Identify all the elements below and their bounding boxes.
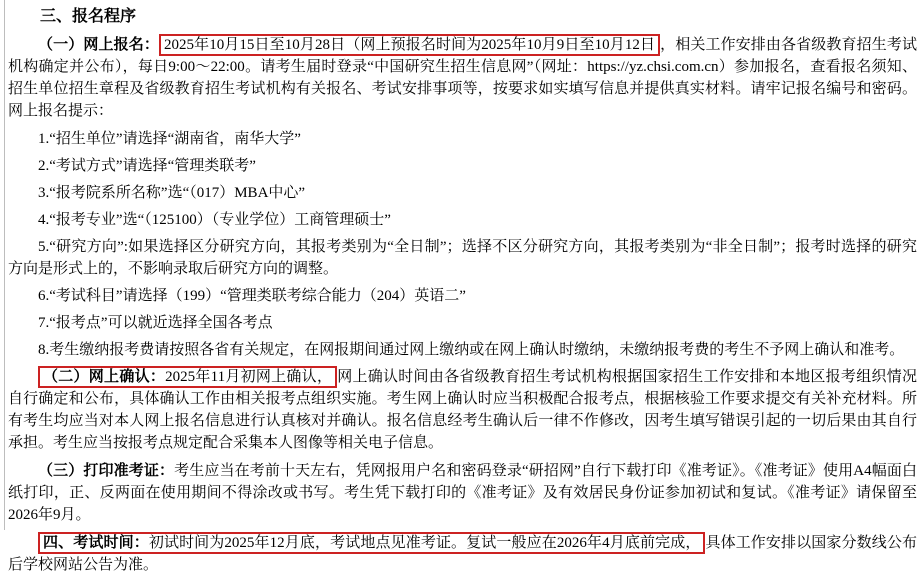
exam-time-text: 初试时间为2025年12月底，考试地点见准考证。复试一般应在2026年4月底前完成， (148, 535, 701, 551)
online-registration-label: （一）网上报名： (38, 37, 159, 53)
tip-item-5: 5.“研究方向”:如果选择区分研究方向，其报考类别为“全日制”；选择不区分研究方向，其报考类别为“非全日制”；报考时选择的研究方向是形式上的，不影响录取后研究方向的调整。 (8, 239, 917, 277)
tip-item-8: 8.考生缴纳报考费请按照各省有关规定，在网报期间通过网上缴纳或在网上确认时缴纳，未缴纳报考费的考生不予网上确认和准考。 (38, 342, 905, 358)
confirmation-period-highlight (38, 366, 337, 388)
paragraph-online-registration (8, 34, 917, 122)
exam-time-rest-text: 具体工作安排以国家分数线公布后学校网站公告为准。 (8, 535, 917, 573)
paragraph-exam-time (8, 532, 917, 576)
paragraph-online-confirmation (8, 366, 917, 454)
exam-time-label: 四、考试时间： (43, 535, 149, 551)
exam-time-highlight (38, 532, 705, 554)
document-body (4, 0, 921, 573)
confirmation-date-text: 2025年11月初网上确认， (165, 369, 333, 385)
registration-period-highlight: 2025年10月15日至10月28日（网上预报名时间为2025年10月9日至10月12日 (159, 34, 660, 56)
tip-item-3: 3.“报考院系所名称”选“（017）MBA中心” (38, 185, 306, 201)
section-heading-registration-procedure: 三、报名程序 (40, 8, 137, 25)
tip-item-2: 2.“考试方式”请选择“管理类联考” (38, 158, 256, 174)
online-registration-text: ，相关工作安排由各省级教育招生考试机构确定并公布），每日9:00～22:00。请考生届时登录“中国研究生招生信息网”（网址：https://yz.chsi.com.cn）参加报名，查看报名须知、招生单位招生章程及省级教育招生考试机构有关报名、考试安排事项等，按要求如实填写信息并提供真实材料。请牢记报名编号和密码。网上报名提示： (8, 37, 917, 119)
print-admission-ticket-text: 考生应当在考前十天左右，凭网报用户名和密码登录“研招网”自行下载打印《准考证》。《准考证》使用A4幅面白纸打印，正、反两面在使用期间不得涂改或书写。考生凭下载打印的《准考证》及有效居民身份证参加初试和复试。《准考证》请保留至2026年9月。 (8, 463, 917, 523)
print-admission-ticket-label: （三）打印准考证： (38, 463, 175, 479)
tip-item-1: 1.“招生单位”请选择“湖南省，南华大学” (38, 131, 301, 147)
tip-item-7: 7.“报考点”可以就近选择全国各考点 (38, 315, 273, 331)
online-confirmation-text: 网上确认时间由各省级教育招生考试机构根据国家招生工作安排和本地区报考组织情况自行确定和公布，具体确认工作由相关报考点组织实施。考生网上确认时应当积极配合报考点，根据核验工作要求提交有关补充材料。所有考生均应当对本人网上报名信息进行认真核对并确认。报名信息经考生确认后一律不作修改，因考生填写错误引起的一切后果由其自行承担。考生应当按报考点规定配合采集本人图像等相关电子信息。 (8, 369, 917, 451)
tip-item-4: 4.“报考专业”选“（125100）（专业学位）工商管理硕士” (38, 212, 391, 228)
tip-item-6: 6.“考试科目”请选择（199）“管理类联考综合能力（204）英语二” (38, 288, 466, 304)
online-confirmation-label: （二）网上确认： (43, 369, 166, 385)
paragraph-print-admission-ticket (8, 460, 917, 526)
